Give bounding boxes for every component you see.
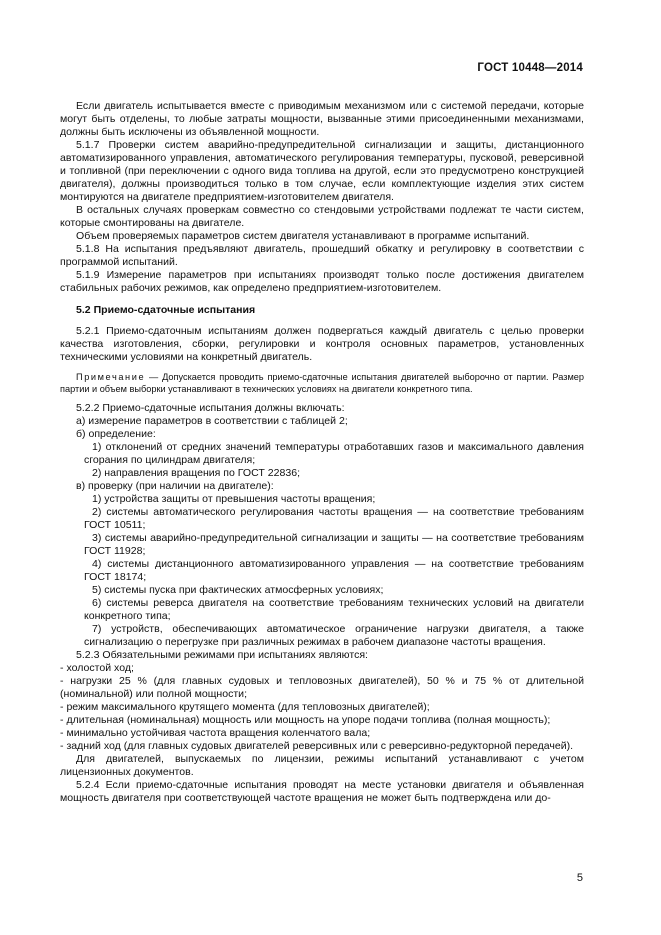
page-number: 5 [576,872,583,884]
paragraph-5-1-7: 5.1.7 Проверки систем аварийно-предупредительной сигнализации и защиты, дистанционного автоматизированного управления, автоматического регулирования температуры, пусковой, реверсивной и топливной (при переключении с одного вида топлива на другой, если это предусмотрено конструкцией двигателя), должны производиться только в том случае, если комплектующие изделия этих систем монтируются на двигателе предприятием-изготовителем двигателя. [60,139,584,203]
paragraph-5-1-9: 5.1.9 Измерение параметров при испытаниях производят только после достижения двигателем стабильных рабочих режимов, как определено предприятием-изготовителем. [60,269,584,294]
paragraph-5-2-3: 5.2.3 Обязательными режимами при испытаниях являются: [76,649,368,661]
note-text: — Допускается проводить приемо-сдаточные испытания двигателей выборочно от партии. Размер партии и объем выборки устанавливают в технических условиях на двигатели конкретного типа. [60,372,584,394]
document-body [60,100,584,805]
paragraph-5-2-2: 5.2.2 Приемо-сдаточные испытания должны включать: [76,402,345,414]
paragraph: Если двигатель испытывается вместе с приводимым механизмом или с системой передачи, которые могут быть отделены, то любые затраты мощности, вызванные этими присоединенными механизмами, должны быть исключены из объявленной мощности. [60,100,584,138]
sub-list-item: 3) системы аварийно-предупредительной сигнализации и защиты — на соответствие требованиям ГОСТ 11928; [84,532,584,557]
paragraph: Объем проверяемых параметров систем двигателя устанавливают в программе испытаний. [76,230,530,242]
list-item: а) измерение параметров в соответствии с таблицей 2; [76,415,348,427]
sub-list-item: 6) системы реверса двигателя на соответствие требованиям технических условий на двигатели конкретного типа; [84,597,584,622]
sub-list-item: 1) устройства защиты от превышения частоты вращения; [92,493,376,505]
section-heading: 5.2 Приемо-сдаточные испытания [76,304,256,316]
mode-item: - режим максимального крутящего момента (для тепловозных двигателей); [60,701,430,713]
mode-item: - минимально устойчивая частота вращения коленчатого вала; [60,727,371,739]
sub-list-item: 1) отклонений от средних значений температуры отработавших газов и максимального давления сгорания по цилиндрам двигателя; [84,441,584,466]
list-item: б) определение: [76,428,156,440]
note-label: Примечание [76,372,146,382]
document-header: ГОСТ 10448—2014 [477,62,583,74]
sub-list-item: 2) направления вращения по ГОСТ 22836; [92,467,301,479]
mode-item: - холостой ход; [60,662,134,674]
sub-list-item: 7) устройств, обеспечивающих автоматическое ограничение нагрузки двигателя, а также сигнализацию о перегрузке при различных режимах в рабочем диапазоне частоты вращения. [84,623,584,648]
mode-item: - нагрузки 25 % (для главных судовых и тепловозных двигателей), 50 % и 75 % от длительной (номинальной) или полной мощности; [60,675,584,700]
paragraph-5-2-1: 5.2.1 Приемо-сдаточным испытаниям должен подвергаться каждый двигатель с целью проверки качества изготовления, сборки, регулировки и контроля основных параметров, установленных техническими условиями на конкретный двигатель. [60,325,584,363]
sub-list-item: 4) системы дистанционного автоматизированного управления — на соответствие требованиям ГОСТ 18174; [84,558,584,583]
mode-item: - длительная (номинальная) мощность или мощность на упоре подачи топлива (полная мощность); [60,714,551,726]
paragraph-licensed: Для двигателей, выпускаемых по лицензии, режимы испытаний устанавливают с учетом лицензионных документов. [60,753,584,778]
sub-list-item: 2) системы автоматического регулирования частоты вращения — на соответствие требованиям ГОСТ 10511; [84,506,584,531]
paragraph-5-2-4: 5.2.4 Если приемо-сдаточные испытания проводят на месте установки двигателя и объявленная мощность двигателя при соответствующей частоте вращения не может быть подтверждена или до- [60,779,584,804]
list-item: в) проверку (при наличии на двигателе): [76,480,274,492]
mode-item: - задний ход (для главных судовых двигателей реверсивных или с реверсивно-редукторной передачей). [60,740,574,752]
paragraph: В остальных случаях проверкам совместно со стендовыми устройствами подлежат те части систем, которые смонтированы на двигателе. [60,204,584,229]
note [60,371,584,395]
paragraph-5-1-8: 5.1.8 На испытания предъявляют двигатель, прошедший обкатку и регулировку в соответствии с программой испытаний. [60,243,584,268]
sub-list-item: 5) системы пуска при фактических атмосферных условиях; [92,584,384,596]
